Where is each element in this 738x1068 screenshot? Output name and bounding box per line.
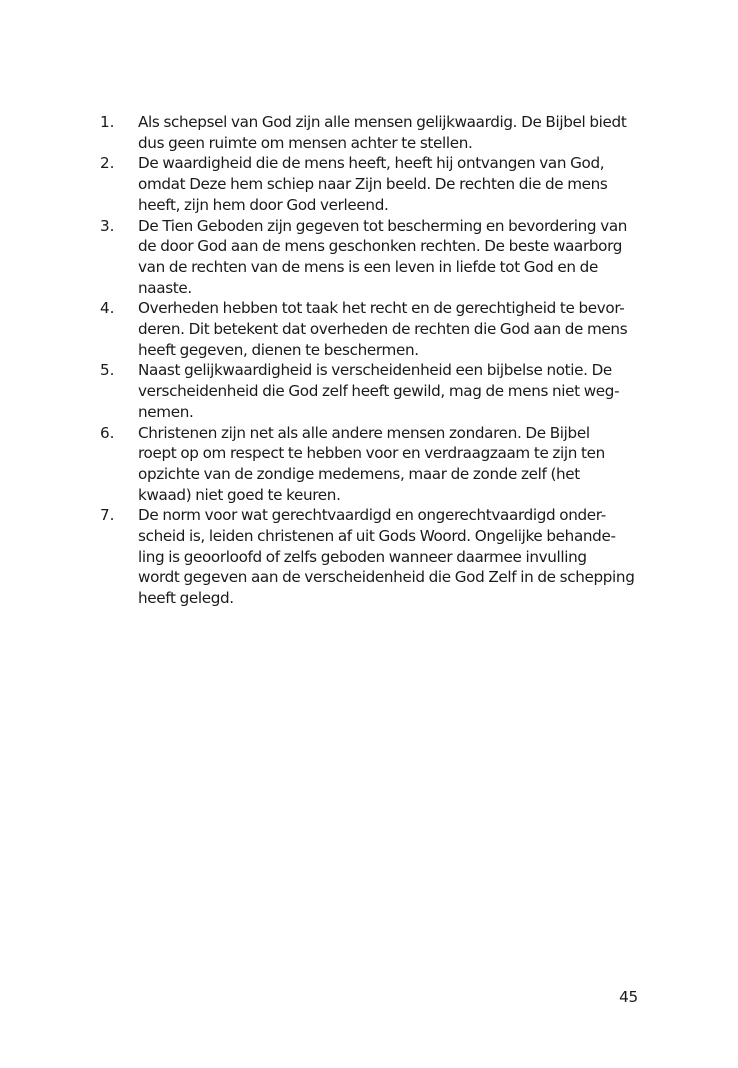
item-text — [138, 112, 640, 153]
item-number: 4. — [100, 299, 115, 318]
text-line: Als schepsel van God zijn alle mensen gelijkwaardig. De Bijbel biedt — [138, 113, 627, 131]
item-text — [138, 505, 640, 609]
item-number: 5. — [100, 361, 115, 380]
page-number: 45 — [619, 988, 638, 1006]
text-line: De waardigheid die de mens heeft, heeft hij ontvangen van God, — [138, 154, 605, 173]
item-number: 3. — [100, 216, 115, 235]
item-text — [138, 216, 640, 299]
item-number: 6. — [100, 423, 115, 442]
text-line: De norm voor wat gerechtvaardigd en ongerechtvaardigd onder- — [138, 506, 606, 525]
text-line: ling is geoorloofd of zelfs geboden wanneer daarmee invulling — [138, 547, 587, 566]
text-line: nemen. — [138, 402, 194, 421]
item-text — [138, 298, 640, 360]
text-line: scheid is, leiden christenen af uit Gods Woord. Ongelijke behande- — [138, 527, 616, 546]
item-text — [138, 360, 640, 422]
text-line: heeft gelegd. — [138, 589, 234, 608]
text-line: dus geen ruimte om mensen achter te stellen. — [138, 133, 473, 152]
text-line: wordt gegeven aan de verscheidenheid die God Zelf in de schepping — [138, 568, 635, 587]
list-item — [100, 423, 640, 506]
list-item — [100, 298, 640, 360]
text-line: van de rechten van de mens is een leven in liefde tot God en de — [138, 257, 598, 276]
text-line: de door God aan de mens geschonken rechten. De beste waarborg — [138, 237, 623, 256]
text-line: Christenen zijn net als alle andere mensen zondaren. De Bijbel — [138, 423, 590, 442]
list-item — [100, 360, 640, 422]
item-number: 7. — [100, 506, 115, 525]
text-line: De Tien Geboden zijn gegeven tot bescherming en bevordering van — [138, 216, 628, 235]
item-number: 1. — [100, 113, 115, 131]
text-line: Naast gelijkwaardigheid is verscheidenheid een bijbelse notie. De — [138, 361, 612, 380]
text-line: Overheden hebben tot taak het recht en de gerechtigheid te bevor- — [138, 299, 625, 318]
text-line: heeft gegeven, dienen te beschermen. — [138, 340, 419, 359]
list-item — [100, 505, 640, 609]
text-line: roept op om respect te hebben voor en verdraagzaam te zijn ten — [138, 444, 605, 463]
list-item — [100, 216, 640, 299]
list-item — [100, 112, 640, 153]
numbered-list — [100, 112, 640, 609]
item-number: 2. — [100, 154, 115, 173]
text-line: kwaad) niet goed te keuren. — [138, 485, 341, 504]
list-item — [100, 153, 640, 215]
item-text — [138, 153, 640, 215]
text-line: verscheidenheid die God zelf heeft gewild, mag de mens niet weg- — [138, 382, 620, 401]
text-line: deren. Dit betekent dat overheden de rechten die God aan de mens — [138, 320, 628, 339]
text-line: opzichte van de zondige medemens, maar de zonde zelf (het — [138, 464, 580, 483]
text-line: heeft, zijn hem door God verleend. — [138, 195, 389, 214]
item-text — [138, 423, 640, 506]
text-line: naaste. — [138, 278, 192, 297]
text-line: omdat Deze hem schiep naar Zijn beeld. De rechten die de mens — [138, 175, 608, 194]
